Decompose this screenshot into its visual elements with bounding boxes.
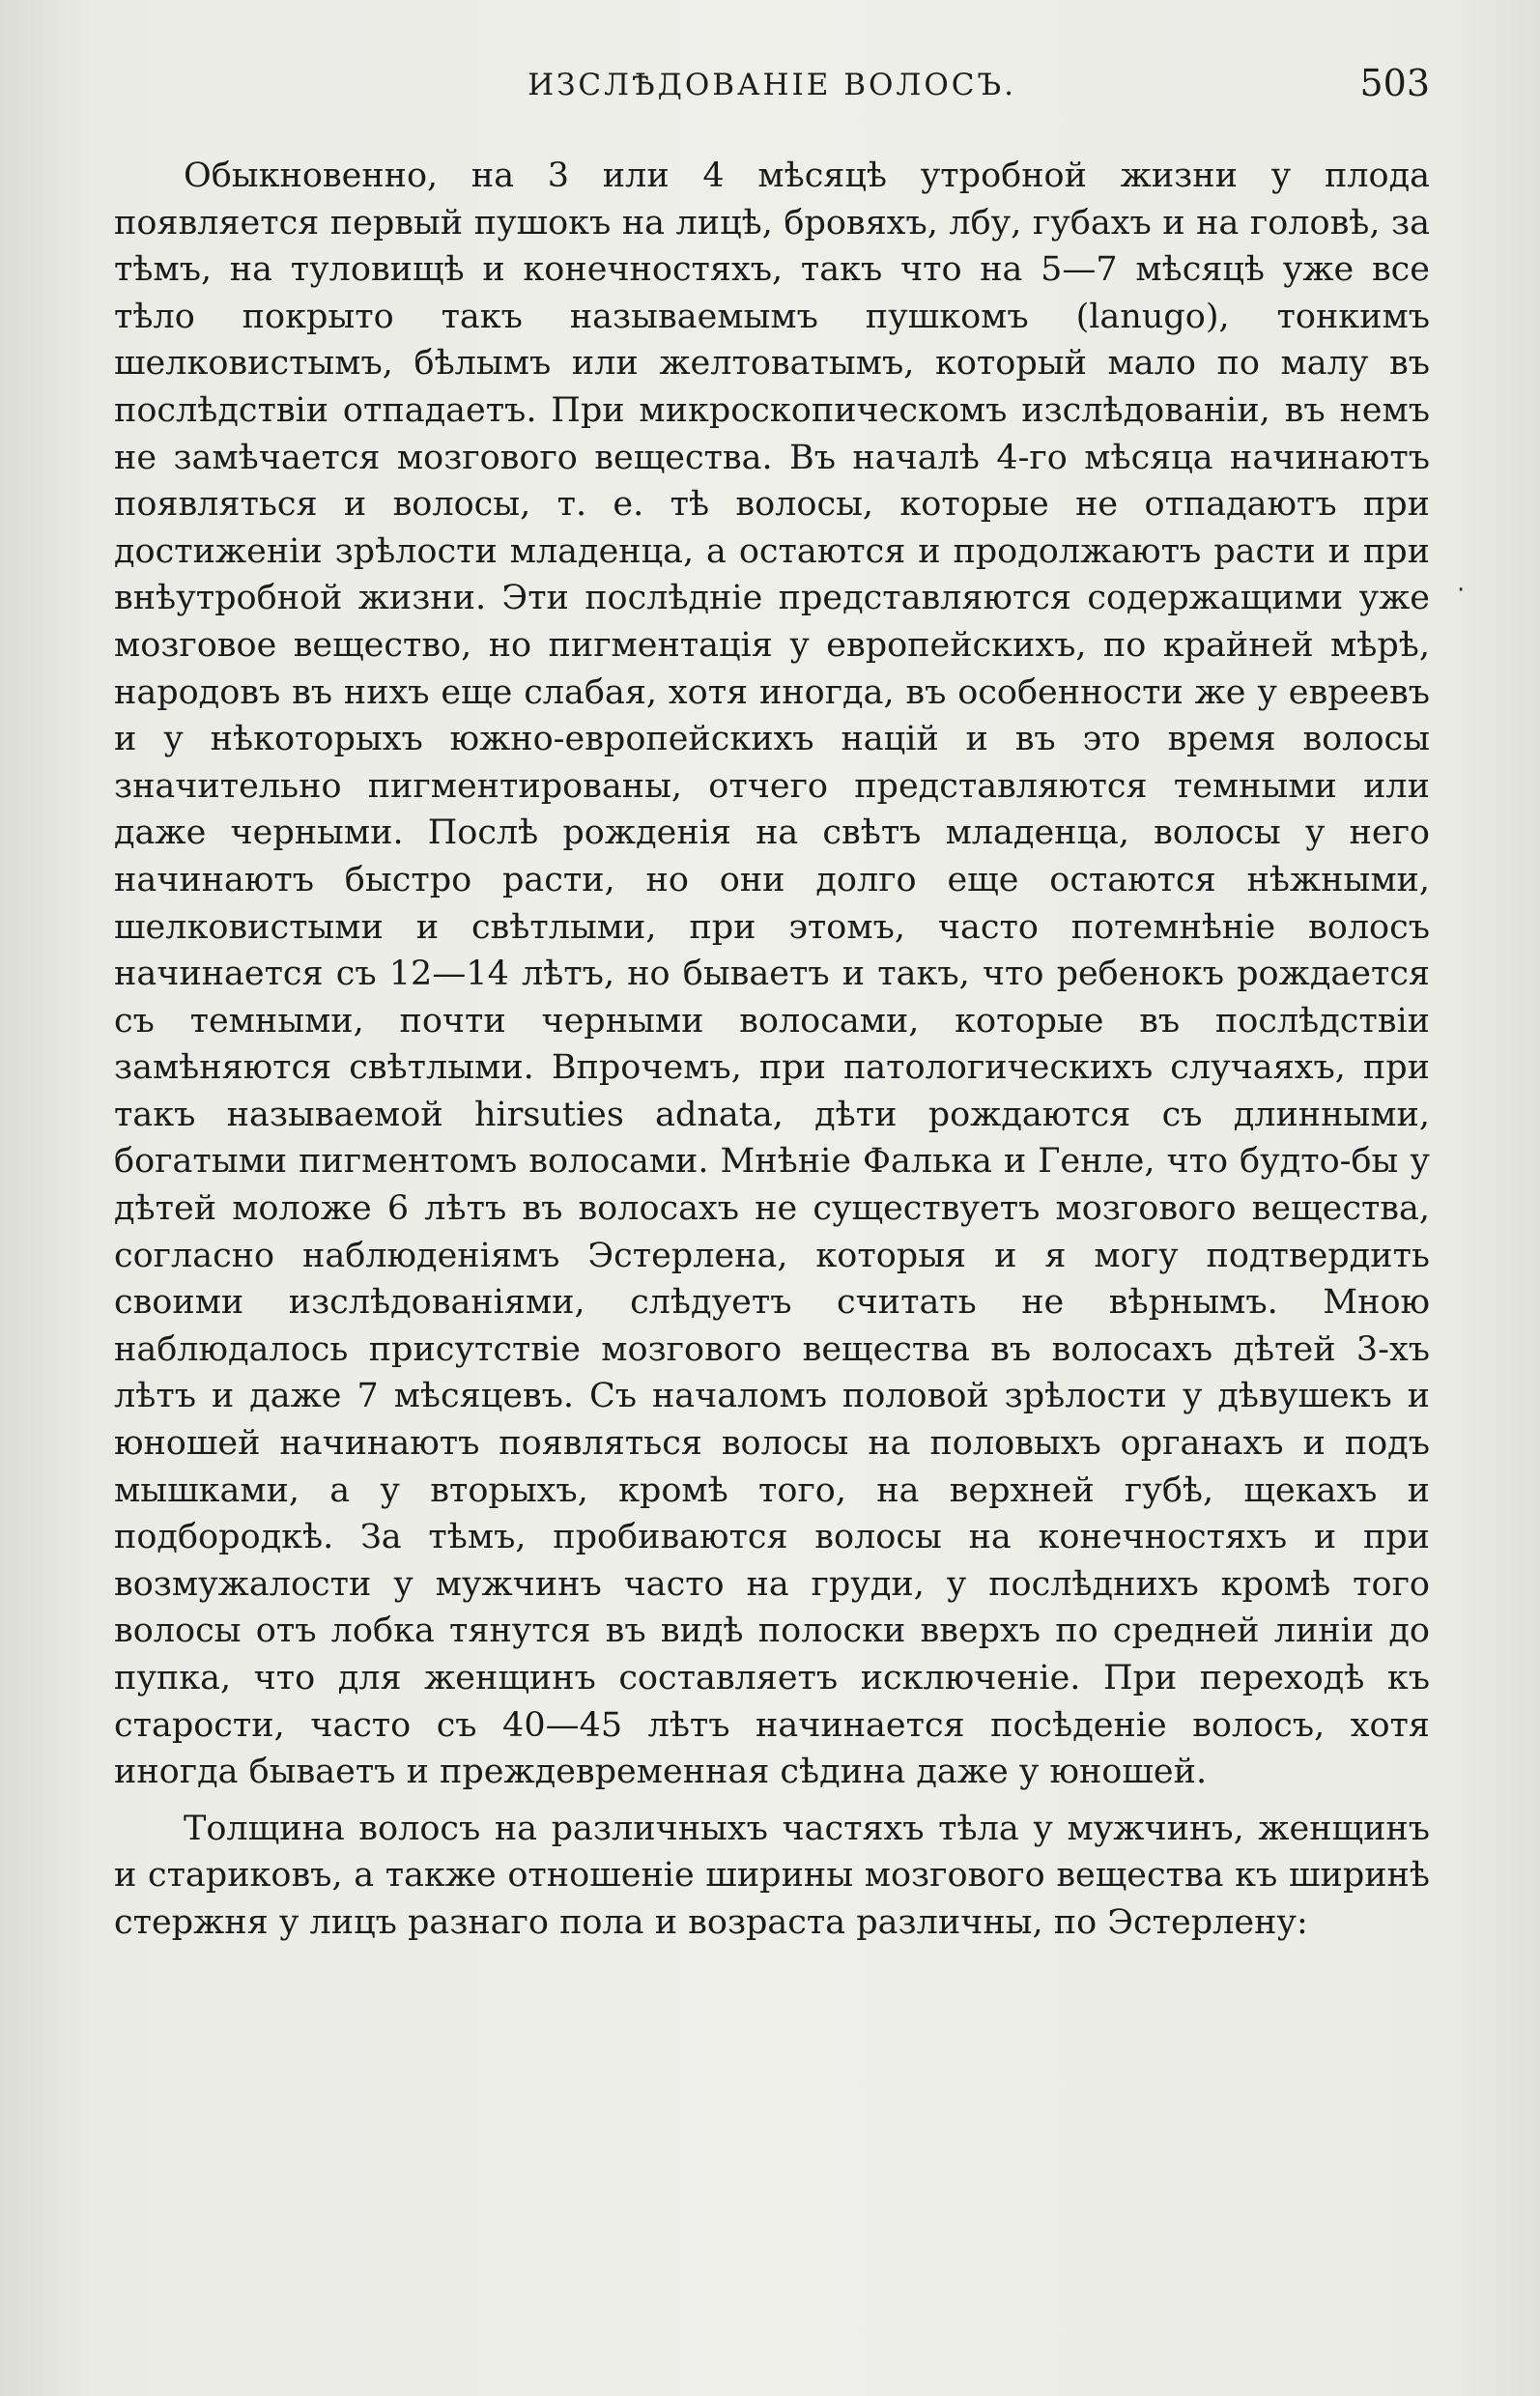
paragraph-2: Толщина волосъ на различныхъ частяхъ тѣла у мужчинъ, женщинъ и стариковъ, а также отношеніе ширины мозгового вещества къ ширинѣ стержня у лицъ разнаго пола и возраста различны, по Эстерлену: [114,1809,1430,1942]
running-head [114,60,1430,108]
running-title: ИЗСЛѢДОВАНІЕ ВОЛОСЪ. [528,68,1016,102]
page-number: 503 [1359,62,1430,104]
margin-mark: · [1457,576,1466,605]
paragraph-1: Обыкновенно, на 3 или 4 мѣсяцѣ утробной жизни у плода появляется первый пушокъ на лицѣ, бровяхъ, лбу, губахъ и на головѣ, за тѣмъ, на туловищѣ и конечностяхъ, такъ что на 5—7 мѣсяцѣ уже все тѣло покрыто такъ называемымъ пушкомъ (lanugo), тонкимъ шелковистымъ, бѣлымъ или желтоватымъ, который мало по малу въ послѣдствіи отпадаетъ. При микроскопическомъ изслѣдованіи, въ немъ не замѣчается мозгового вещества. Въ началѣ 4-го мѣсяца начинаютъ появляться и волосы, т. е. тѣ волосы, которые не отпадаютъ при достиженіи зрѣлости младенца, а остаются и продолжаютъ расти и при внѣутробной жизни. Эти послѣдніе представляются содержащими уже мозговое вещество, но пигментація у европейскихъ, по крайней мѣрѣ, народовъ въ нихъ еще слабая, хотя иногда, въ особенности же у евреевъ и у нѣкоторыхъ южно-европейскихъ націй и въ это время волосы значительно пигментированы, отчего представляются темными или даже черными. Послѣ рожденія на свѣтъ младенца, волосы у него начинаютъ быстро расти, но они долго еще остаются нѣжными, шелковистыми и свѣтлыми, при этомъ, часто потемнѣніе волосъ начинается съ 12—14 лѣтъ, но бываетъ и такъ, что ребенокъ рождается съ темными, почти черными волосами, которые въ послѣдствіи замѣняются свѣтлыми. Впрочемъ, при патологическихъ случаяхъ, при такъ называемой hirsuties adnata, дѣти рождаются съ длинными, богатыми пигментомъ волосами. Мнѣніе Фалька и Генле, что будто-бы у дѣтей моложе 6 лѣтъ въ волосахъ не существуетъ мозгового вещества, согласно наблюденіямъ Эстерлена, которыя и я могу подтвердить своими изслѣдованіями, слѣдуетъ считать не вѣрнымъ. Мною наблюдалось присутствіе мозгового вещества въ волосахъ дѣтей 3-хъ лѣтъ и даже 7 мѣсяцевъ. Съ началомъ половой зрѣлости у дѣвушекъ и юношей начинаютъ появляться волосы на половыхъ органахъ и подъ мышками, а у вторыхъ, кромѣ того, на верхней губѣ, щекахъ и подбородкѣ. За тѣмъ, пробиваются волосы на конечностяхъ и при возмужалости у мужчинъ часто на груди, у послѣднихъ кромѣ того волосы отъ лобка тянутся въ видѣ полоски вверхъ по средней линіи до пупка, что для женщинъ составляетъ исключеніе. При переходѣ къ старости, часто съ 40—45 лѣтъ начинается посѣденіе волосъ, хотя иногда бываетъ и преждевременная сѣдина даже у юношей. [114,157,1430,1792]
body-text [114,153,1430,1947]
